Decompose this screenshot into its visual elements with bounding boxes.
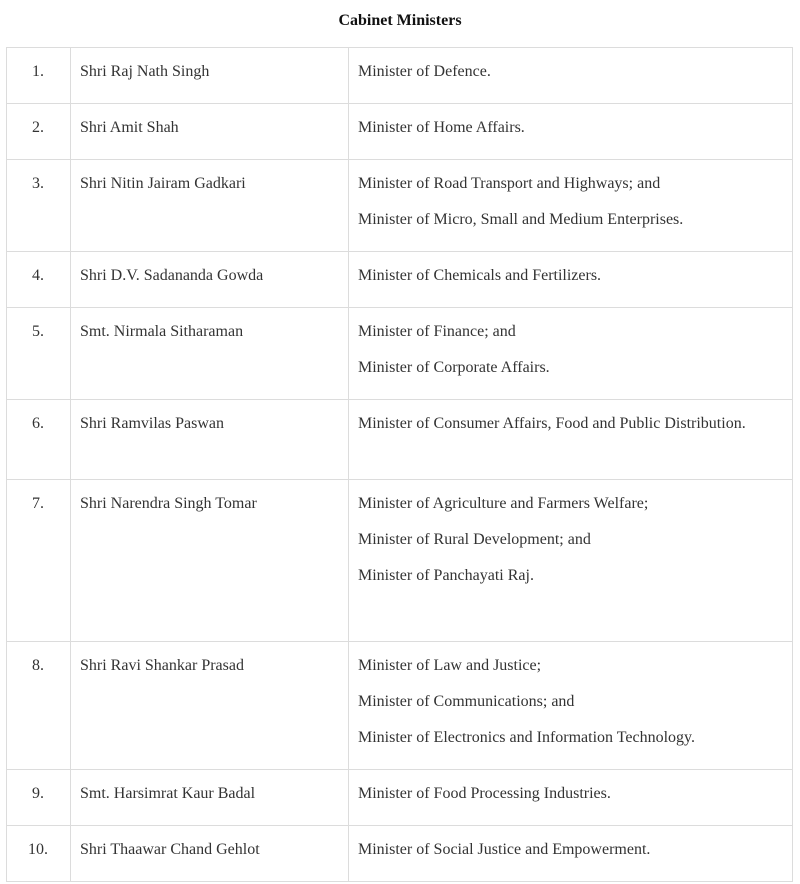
table-row	[7, 826, 793, 882]
table-row	[7, 642, 793, 770]
row-number: 5.	[7, 308, 71, 400]
minister-name: Shri Thaawar Chand Gehlot	[71, 826, 349, 882]
portfolio-line: Minister of Food Processing Industries.	[358, 785, 611, 802]
minister-name: Smt. Nirmala Sitharaman	[71, 308, 349, 400]
portfolio-cell	[349, 770, 793, 826]
minister-name: Shri Raj Nath Singh	[71, 48, 349, 104]
portfolio-line: Minister of Law and Justice;	[358, 657, 542, 674]
portfolio-cell	[349, 252, 793, 308]
portfolio-line: Minister of Consumer Affairs, Food and Public Distribution.	[358, 415, 746, 432]
row-number: 3.	[7, 160, 71, 252]
portfolio-cell	[349, 308, 793, 400]
row-number: 10.	[7, 826, 71, 882]
minister-name: Shri Ravi Shankar Prasad	[71, 642, 349, 770]
page-title: Cabinet Ministers	[338, 12, 462, 29]
portfolio-line: Minister of Agriculture and Farmers Welfare;	[358, 495, 649, 512]
row-number: 1.	[7, 48, 71, 104]
portfolio-cell	[349, 160, 793, 252]
table-row	[7, 252, 793, 308]
table-row	[7, 770, 793, 826]
portfolio-cell	[349, 48, 793, 104]
minister-name: Smt. Harsimrat Kaur Badal	[71, 770, 349, 826]
portfolio-line: Minister of Communications; and	[358, 693, 575, 710]
portfolio-cell	[349, 642, 793, 770]
table-row	[7, 480, 793, 642]
portfolio-line: Minister of Finance; and	[358, 323, 516, 340]
portfolio-cell	[349, 826, 793, 882]
minister-name: Shri Nitin Jairam Gadkari	[71, 160, 349, 252]
portfolio-line: Minister of Corporate Affairs.	[358, 359, 550, 376]
table-row	[7, 160, 793, 252]
minister-name: Shri Amit Shah	[71, 104, 349, 160]
portfolio-line: Minister of Micro, Small and Medium Enterprises.	[358, 211, 684, 228]
row-number: 4.	[7, 252, 71, 308]
row-number: 9.	[7, 770, 71, 826]
portfolio-cell	[349, 480, 793, 642]
portfolio-cell	[349, 104, 793, 160]
row-number: 2.	[7, 104, 71, 160]
portfolio-line: Minister of Rural Development; and	[358, 531, 591, 548]
table-row	[7, 308, 793, 400]
table-row	[7, 400, 793, 480]
row-number: 8.	[7, 642, 71, 770]
ministers-table	[6, 47, 793, 882]
table-row	[7, 104, 793, 160]
portfolio-line: Minister of Defence.	[358, 63, 491, 80]
portfolio-cell	[349, 400, 793, 480]
portfolio-line: Minister of Chemicals and Fertilizers.	[358, 267, 602, 284]
portfolio-line: Minister of Electronics and Information Technology.	[358, 729, 696, 746]
portfolio-line: Minister of Panchayati Raj.	[358, 567, 534, 584]
row-number: 7.	[7, 480, 71, 642]
portfolio-line: Minister of Social Justice and Empowerment.	[358, 841, 651, 858]
portfolio-line: Minister of Road Transport and Highways; and	[358, 175, 661, 192]
row-number: 6.	[7, 400, 71, 480]
minister-name: Shri Ramvilas Paswan	[71, 400, 349, 480]
minister-name: Shri Narendra Singh Tomar	[71, 480, 349, 642]
minister-name: Shri D.V. Sadananda Gowda	[71, 252, 349, 308]
table-row	[7, 48, 793, 104]
portfolio-line: Minister of Home Affairs.	[358, 119, 525, 136]
